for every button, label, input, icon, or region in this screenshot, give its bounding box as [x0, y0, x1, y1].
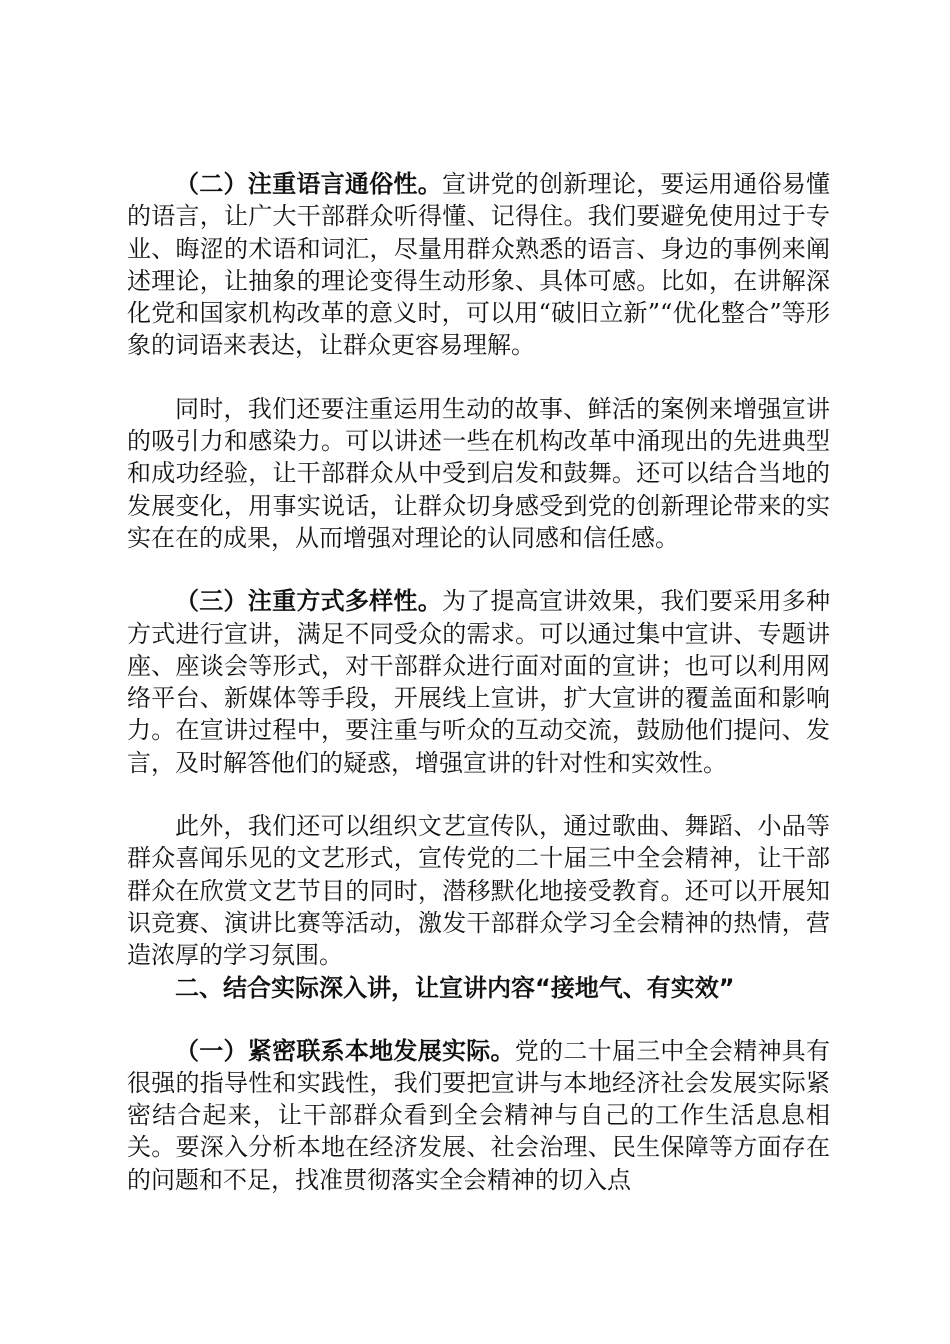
document-page [127, 168, 830, 1196]
paragraph-lead: （三）注重方式多样性。 [175, 587, 442, 616]
paragraph-local-development [127, 1035, 830, 1196]
paragraph-text: 同时，我们还要注重运用生动的故事、鲜活的案例来增强宣讲的吸引力和感染力。可以讲述一些在机构改革中涌现出的先进典型和成功经验，让干部群众从中受到启发和鼓舞。还可以结合当地的发展变化，用事实说话，让群众切身感受到党的创新理论带来的实实在在的成果，从而增强对理论的认同感和信任感。 [127, 394, 830, 552]
paragraph-text: 为了提高宣讲效果，我们要采用多种方式进行宣讲，满足不同受众的需求。可以通过集中宣讲、专题讲座、座谈会等形式，对干部群众进行面对面的宣讲；也可以利用网络平台、新媒体等手段，开展线上宣讲，扩大宣讲的覆盖面和影响力。在宣讲过程中，要注重与听众的互动交流，鼓励他们提问、发言，及时解答他们的疑惑，增强宣讲的针对性和实效性。 [127, 587, 831, 777]
paragraph-language-plain [127, 168, 830, 362]
paragraph-lead: （一）紧密联系本地发展实际。 [175, 1036, 515, 1065]
paragraph-text: 宣讲党的创新理论，要运用通俗易懂的语言，让广大干部群众听得懂、记得住。我们要避免使用过于专业、晦涩的术语和词汇，尽量用群众熟悉的语言、身边的事例来阐述理论，让抽象的理论变得生动形象、具体可感。比如，在讲解深化党和国家机构改革的意义时，可以用“破旧立新”“优化整合”等形象的词语来表达，让群众更容易理解。 [127, 170, 831, 360]
paragraph-cultural-activities [127, 810, 830, 971]
paragraph-lead: （二）注重语言通俗性。 [175, 170, 442, 198]
paragraph-text: 此外，我们还可以组织文艺宣传队，通过歌曲、舞蹈、小品等群众喜闻乐见的文艺形式，宣传党的二十届三中全会精神，让干部群众在欣赏文艺节目的同时，潜移默化地接受教育。还可以开展知识竞赛、演讲比赛等活动，激发干部群众学习全会精神的热情，营造浓厚的学习氛围。 [127, 812, 830, 970]
paragraph-stories-cases [127, 393, 830, 554]
paragraph-diverse-methods [127, 585, 830, 779]
paragraph-text: 党的二十届三中全会精神具有很强的指导性和实践性，我们要把宣讲与本地经济社会发展实际紧密结合起来，让干部群众看到全会精神与自己的工作生活息息相关。要深入分析本地在经济发展、社会治理、民生保障等方面存在的问题和不足，找准贯彻落实全会精神的切入点 [127, 1036, 831, 1194]
section-heading: 二、结合实际深入讲，让宣讲内容“接地气、有实效” [175, 973, 735, 1002]
